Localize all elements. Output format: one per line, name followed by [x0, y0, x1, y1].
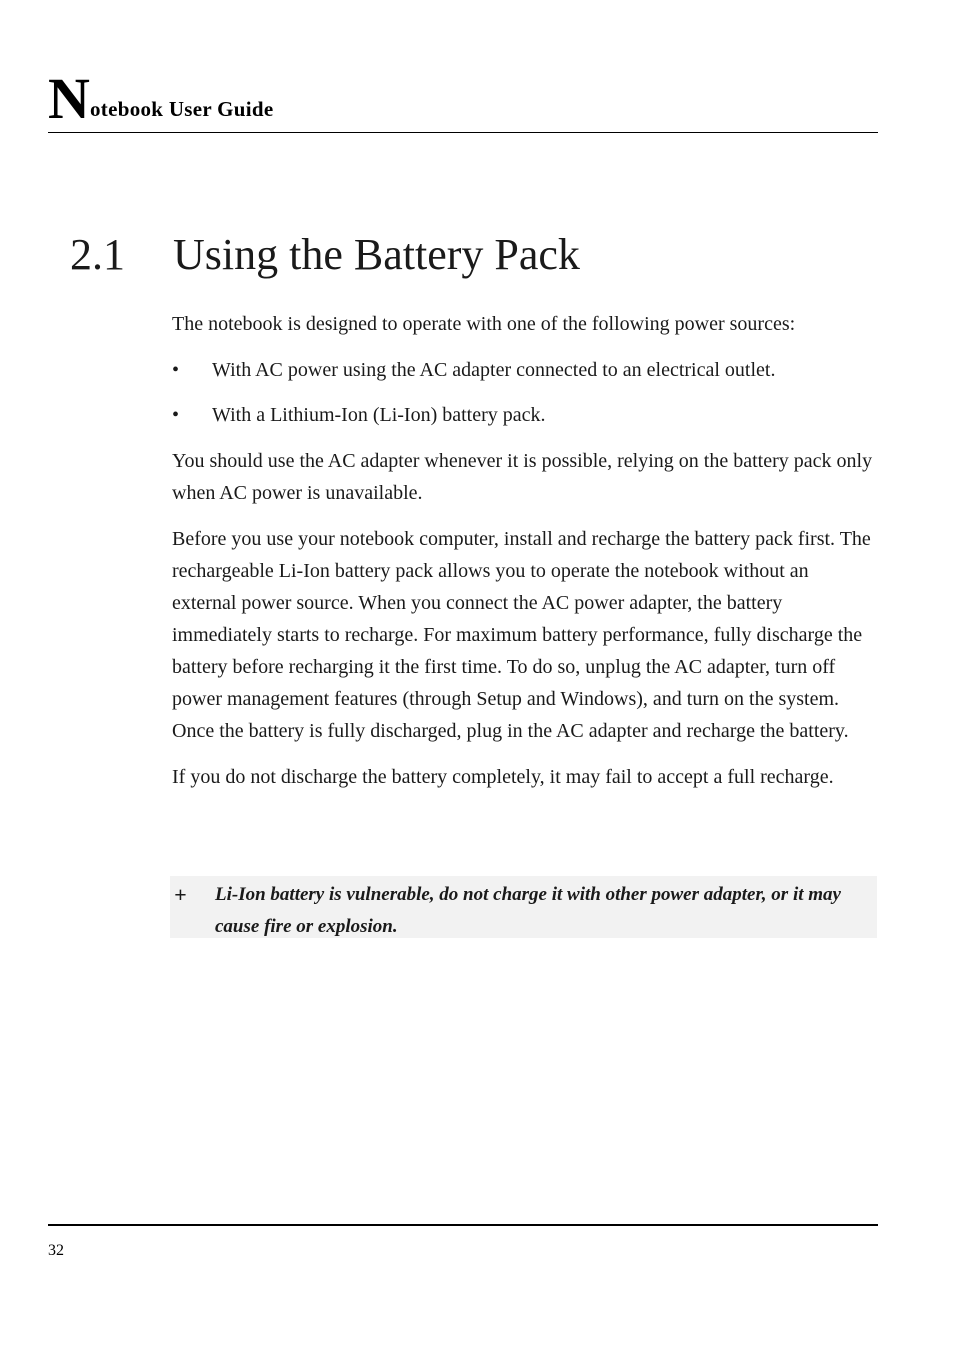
- list-item-text: With AC power using the AC adapter connected to an electrical outlet.: [212, 359, 776, 381]
- paragraph-ac-adapter: You should use the AC adapter whenever it is possible, relying on the battery pack only when AC power is unavailable.: [172, 450, 873, 504]
- header-title: otebook User Guide: [90, 97, 274, 121]
- footer-divider: [48, 1224, 878, 1226]
- running-header: [48, 66, 878, 133]
- section-heading: [70, 226, 580, 284]
- section-number: 2.1: [70, 230, 125, 279]
- list-item-text: With a Lithium-Ion (Li-Ion) battery pack.: [212, 404, 546, 426]
- list-item: [172, 354, 878, 386]
- warning-text: Li-Ion battery is vulnerable, do not charge it with other power adapter, or it may cause fire or explosion.: [215, 884, 841, 937]
- section-title: Using the Battery Pack: [173, 230, 580, 279]
- list-item: [172, 399, 878, 431]
- paragraph-recharge: Before you use your notebook computer, install and recharge the battery pack first. The rechargeable Li-Ion battery pack allows you to operate the notebook without an external power source. When you connect the AC power adapter, the battery immediately starts to recharge. For maximum battery performance, fully discharge the battery before recharging it the first time. To do so, unplug the AC adapter, turn off power management features (through Setup and Windows), and turn on the system. Once the battery is fully discharged, plug in the AC adapter and recharge the battery.: [172, 528, 871, 742]
- warning-note: [170, 876, 877, 938]
- plus-icon: +: [174, 882, 187, 907]
- bullet-icon: •: [172, 359, 180, 381]
- paragraph-discharge: If you do not discharge the battery completely, it may fail to accept a full recharge.: [172, 766, 834, 788]
- header-drop-letter: N: [48, 66, 90, 131]
- body-content: [172, 308, 878, 807]
- power-source-list: [172, 354, 878, 431]
- page-number: 32: [48, 1242, 64, 1259]
- bullet-icon: •: [172, 404, 180, 426]
- intro-paragraph: The notebook is designed to operate with one of the following power sources:: [172, 313, 796, 335]
